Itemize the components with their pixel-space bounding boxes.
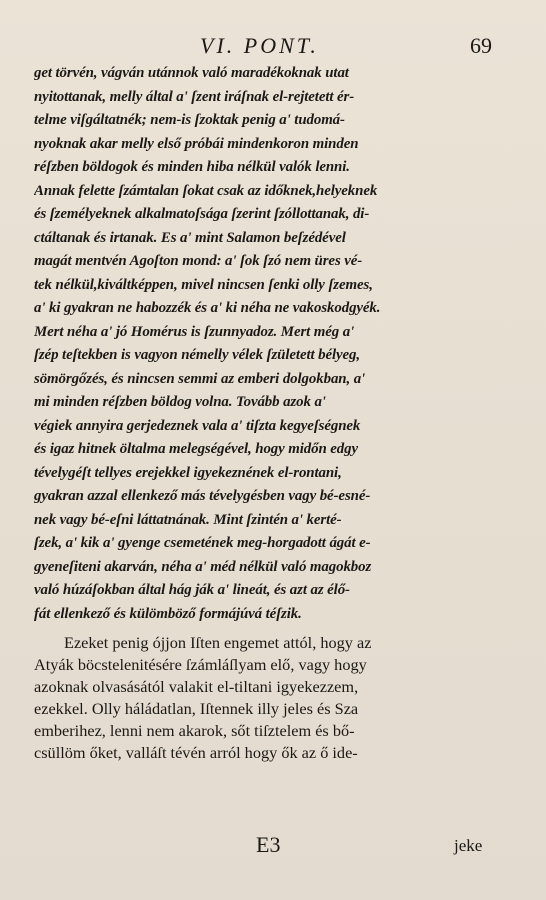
text-line: Ezeket penig ójjon Iſten engemet attól, hogy az	[64, 633, 372, 652]
text-line: a' ki gyakran ne habozzék és a' ki néha ne vakoskodgyék.	[34, 300, 381, 316]
text-line: gyakran azzal ellenkező más tévelygésben vagy bé-esné-	[34, 488, 371, 504]
text-line: réſzben böldogok és minden hiba nélkül valók lenni.	[34, 159, 350, 175]
italic-paragraph	[34, 62, 504, 626]
text-line: mi minden réſzben böldog volna. Tovább azok a'	[34, 394, 326, 410]
text-line: ſzek, a' kik a' gyenge csemetének meg-horgadott ágát e-	[34, 535, 371, 551]
page-footer	[0, 832, 546, 866]
text-line: Annak felette ſzámtalan ſokat csak az időknek,helyeknek	[34, 182, 378, 199]
text-line: fát ellenkező és külömböző formájúvá téſzik.	[34, 605, 302, 622]
text-line: és igaz hitnek öltalma melegségével, hogy midőn edgy	[34, 441, 359, 457]
text-line: végiek annyira gerjedeznek vala a' tiſzta kegyeſségnek	[34, 417, 361, 434]
text-line: magát mentvén Agoſton mond: a' ſok ſzó nem üres vé-	[34, 253, 363, 269]
page-header	[0, 33, 546, 63]
text-line: sömörgőzés, és nincsen semmi az emberi dolgokban, a'	[34, 370, 366, 387]
text-line: nyoknak akar melly első próbái mindenkoron minden	[34, 135, 359, 152]
signature-mark: E3	[256, 832, 281, 857]
body-text	[34, 62, 504, 764]
text-line: nyitottanak, melly által a' ſzent iráſnak el-rejtetett ér-	[34, 88, 355, 105]
text-line: tévelygéſt tellyes erejekkel igyekeznének el-rontani,	[34, 464, 342, 481]
running-head: VI. PONT.	[200, 33, 319, 58]
text-line: gyeneſiteni akarván, néha a' méd nélkül való magokboz	[34, 558, 372, 575]
page-number: 69	[470, 33, 492, 58]
text-line: azoknak olvasásától valakit el-tiltani igyekezzem,	[34, 677, 359, 696]
text-line: ezekkel. Olly háládatlan, Iſtennek illy jeles és Sza	[34, 699, 359, 718]
catchword: jeke	[454, 836, 483, 855]
text-line: Atyák böcstelenitésére ſzámláſlyam elő, vagy hogy	[34, 655, 367, 674]
text-line: nek vagy bé-eſni láttatnának. Mint ſzintén a' kerté-	[34, 511, 342, 528]
text-line: emberihez, lenni nem akarok, sőt tiſztelem és bő-	[34, 721, 355, 740]
text-line: get törvén, vágván utánnok való maradékoknak utat	[34, 65, 349, 81]
text-line: csüllöm őket, valláſt tévén arról hogy ők az ő ide-	[34, 743, 358, 762]
text-line: telme viſgáltatnék; nem-is ſzoktak penig a' tudomá-	[34, 112, 345, 128]
text-line: és ſzemélyeknek alkalmatoſsága ſzerint ſzóllottanak, di-	[34, 206, 370, 222]
text-line: tek nélkül,kiváltképpen, mivel nincsen ſenki olly ſzemes,	[34, 276, 373, 293]
text-line: való húzáſokban által hág ják a' lineát, és azt az élő-	[34, 582, 350, 598]
text-line: Mert néha a' jó Homérus is ſzunnyadoz. Mert még a'	[34, 323, 355, 340]
text-line: ctáltanak és irtanak. Es a' mint Salamon beſzédével	[34, 229, 346, 246]
roman-paragraph	[34, 632, 504, 764]
text-line: ſzép teſtekben is vagyon némelly vélek ſzületett bélyeg,	[34, 347, 361, 363]
